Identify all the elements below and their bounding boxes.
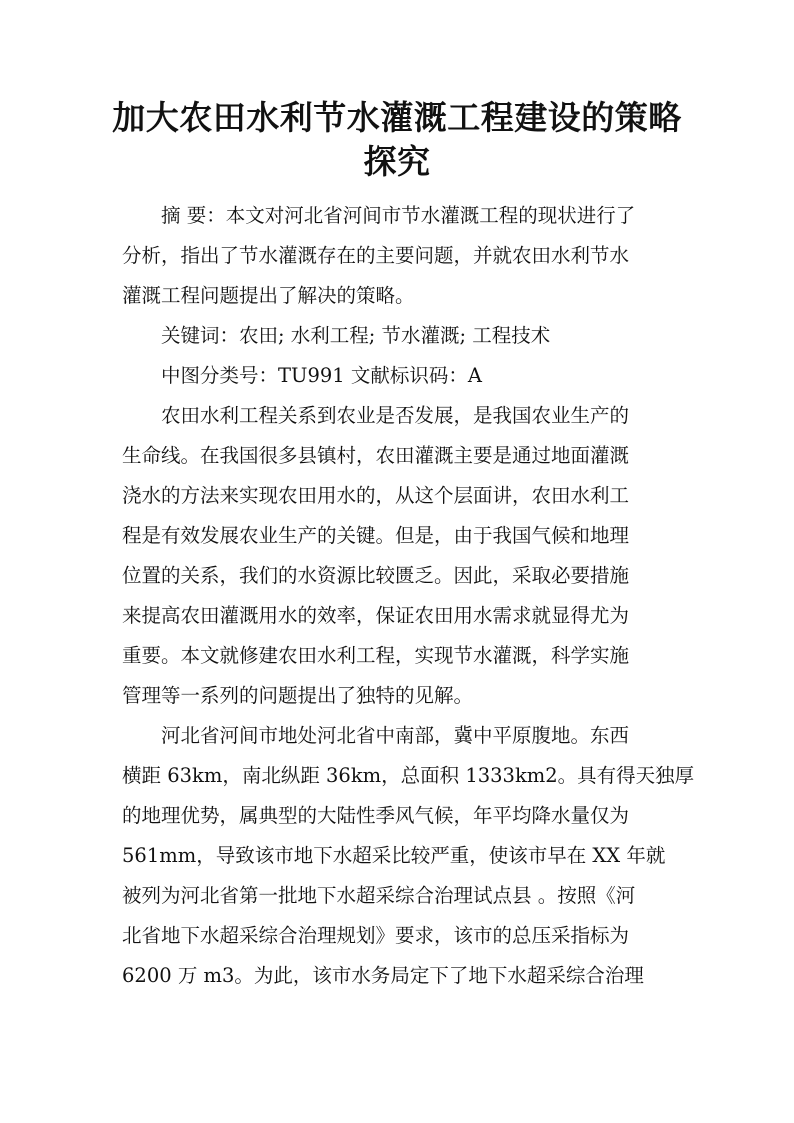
paragraph-line: 河北省河间市地处河北省中南部，冀中平原腹地。东西 — [161, 724, 630, 747]
abstract-line: 分析，指出了节水灌溉存在的主要问题，并就农田水利节水 — [122, 244, 630, 267]
paragraph-line: 农田水利工程关系到农业是否发展，是我国农业生产的 — [161, 404, 630, 427]
classification-paragraph — [122, 356, 674, 396]
page-title — [110, 96, 684, 184]
body-paragraph-1 — [122, 396, 674, 716]
title-line-2: 探究 — [363, 142, 431, 181]
paragraph-line: 的地理优势，属典型的大陆性季风气候，年平均降水量仅为 — [122, 804, 630, 827]
body-paragraph-2 — [122, 716, 695, 996]
classification-line: 中图分类号：TU991 文献标识码：A — [161, 364, 482, 387]
abstract-line: 灌溉工程问题提出了解决的策略。 — [122, 284, 415, 307]
paragraph-line: 被列为河北省第一批地下水超采综合治理试点县 。按照《河 — [122, 884, 636, 907]
paragraph-line: 来提高农田灌溉用水的效率，保证农田用水需求就显得尤为 — [122, 604, 630, 627]
paragraph-line: 生命线。在我国很多县镇村，农田灌溉主要是通过地面灌溉 — [122, 444, 630, 467]
paragraph-line: 横距 63km，南北纵距 36km，总面积 1333km2。具有得天独厚 — [122, 764, 695, 787]
paragraph-line: 位置的关系，我们的水资源比较匮乏。因此，采取必要措施 — [122, 564, 630, 587]
document-body — [122, 196, 695, 996]
title-line-1: 加大农田水利节水灌溉工程建设的策略 — [112, 98, 682, 137]
paragraph-line: 561mm，导致该市地下水超采比较严重，使该市早在 XX 年就 — [122, 844, 666, 867]
paragraph-line: 管理等一系列的问题提出了独特的见解。 — [122, 684, 474, 707]
paragraph-line: 程是有效发展农业生产的关键。但是，由于我国气候和地理 — [122, 524, 630, 547]
abstract-line: 摘 要：本文对河北省河间市节水灌溉工程的现状进行了 — [161, 204, 636, 227]
paragraph-line: 北省地下水超采综合治理规划》要求，该市的总压采指标为 — [122, 924, 630, 947]
abstract-paragraph — [122, 196, 674, 316]
keywords-paragraph — [122, 316, 674, 356]
paragraph-line: 6200 万 m3。为此，该市水务局定下了地下水超采综合治理 — [122, 964, 644, 987]
keywords-line: 关键词：农田; 水利工程; 节水灌溉; 工程技术 — [161, 324, 551, 347]
paragraph-line: 重要。本文就修建农田水利工程，实现节水灌溉，科学实施 — [122, 644, 630, 667]
paragraph-line: 浇水的方法来实现农田用水的，从这个层面讲，农田水利工 — [122, 484, 630, 507]
